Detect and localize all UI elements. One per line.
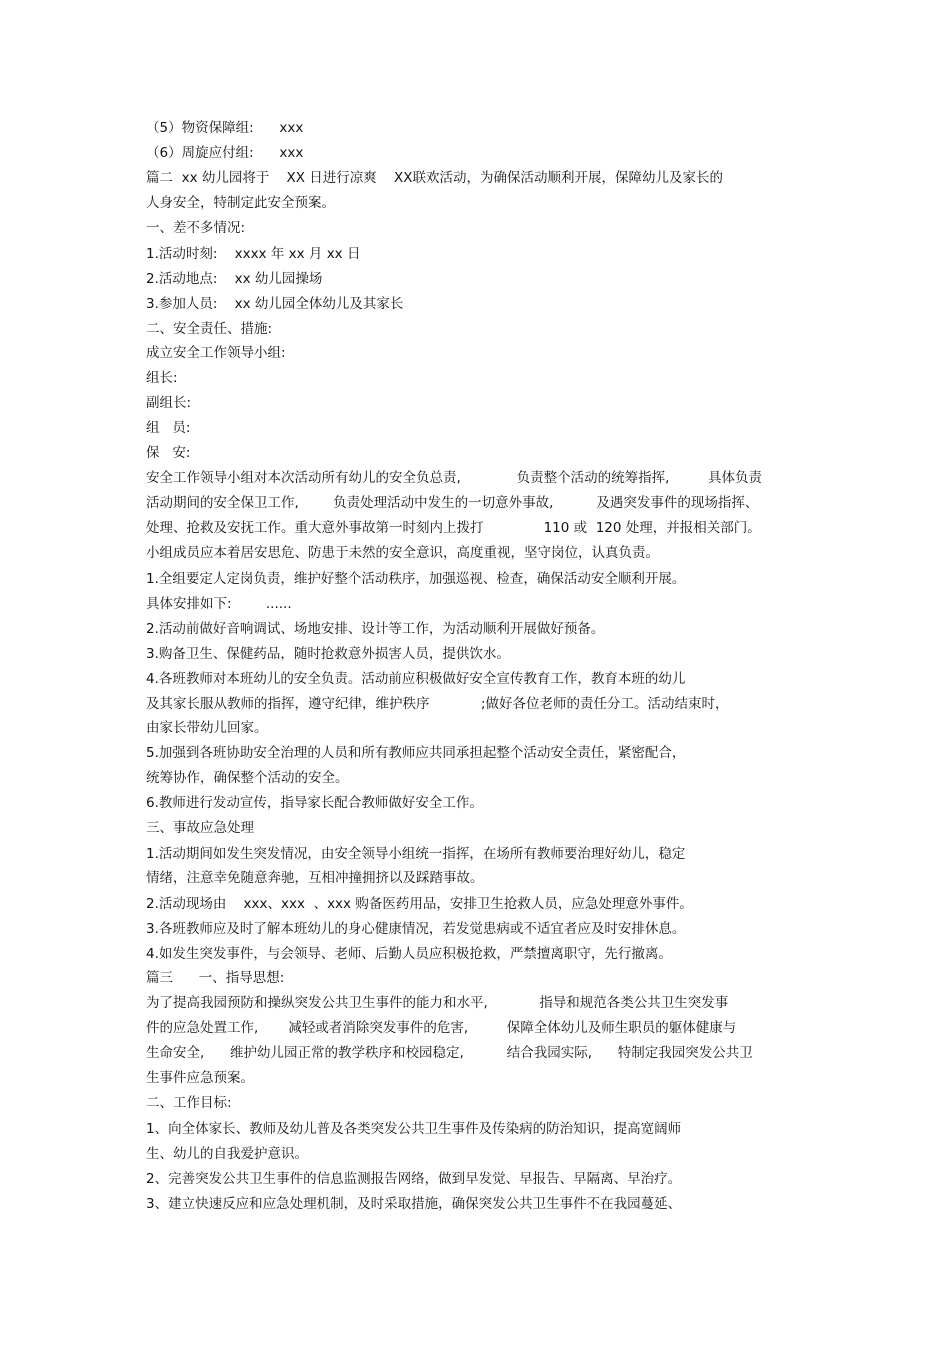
text-line: 情绪，注意幸免随意奔驰，互相冲撞拥挤以及踩踏事故。 (146, 870, 484, 886)
text-line: 6.教师进行发动宣传，指导家长配合教师做好安全工作。 (146, 795, 483, 811)
text-line: 4.如发生突发事件，与会领导、老师、后勤人员应积极抢救，严禁擅离职守，先行撤离。 (146, 946, 672, 962)
text-line: 组 员: (146, 420, 191, 436)
text-line: 及其家长服从教师的指挥，遵守纪律，维护秩序 ;做好各位老师的责任分工。活动结束时， (146, 696, 729, 712)
text-line: 1.活动时刻: xxxx 年 xx 月 xx 日 (146, 246, 361, 262)
text-line: 人身安全，特制定此安全预案。 (146, 195, 335, 211)
text-line: 2.活动前做好音响调试、场地安排、设计等工作，为活动顺利开展做好预备。 (146, 621, 605, 637)
text-line: 活动期间的安全保卫工作, 负责处理活动中发生的一切意外事故, 及遇突发事件的现场指挥、 (146, 495, 759, 511)
text-line: 保 安: (146, 445, 191, 461)
text-line: 生命安全, 维护幼儿园正常的教学秩序和校园稳定, 结合我园实际, 特制定我园突发公共卫 (146, 1045, 753, 1061)
text-line: 处理、抢救及安抚工作。重大意外事故第一时刻内上拨打 110 或 120 处理，并报相关部门。 (146, 520, 761, 536)
text-line: 2.活动地点: xx 幼儿园操场 (146, 271, 323, 287)
text-line: 4.各班教师对本班幼儿的安全负责。活动前应积极做好安全宣传教育工作，教育本班的幼儿 (146, 671, 686, 687)
text-line: 由家长带幼儿回家。 (146, 720, 268, 736)
text-line: 3.参加人员: xx 幼儿园全体幼儿及其家长 (146, 296, 404, 312)
text-line: 2.活动现场由 xxx、xxx 、xxx 购备医药用品，安排卫生抢救人员，应急处理意外事件。 (146, 896, 693, 912)
section-heading: 篇三 一、指导思想: (146, 970, 285, 986)
text-line: 1.活动期间如发生突发情况，由安全领导小组统一指挥，在场所有教师要治理好幼儿，稳定 (146, 846, 686, 862)
section-heading: 一、差不多情况: (146, 220, 246, 236)
text-line: 3.各班教师应及时了解本班幼儿的身心健康情况，若发觉患病或不适宜者应及时安排休息。 (146, 921, 686, 937)
text-line: （6）周旋应付组: xxx (146, 145, 304, 161)
section-heading: 二、工作目标: (146, 1095, 232, 1111)
text-line: 篇二 xx 幼儿园将于 XX 日进行凉爽 XX联欢活动，为确保活动顺利开展，保障幼儿及家长的 (146, 170, 723, 186)
text-line: 生、幼儿的自我爱护意识。 (146, 1146, 308, 1162)
text-line: 组长: (146, 370, 178, 386)
text-line: 1、向全体家长、教师及幼儿普及各类突发公共卫生事件及传染病的防治知识，提高宽阔师 (146, 1121, 682, 1137)
text-line: 统筹协作，确保整个活动的安全。 (146, 770, 349, 786)
text-line: 副组长: (146, 395, 192, 411)
text-line: 1.全组要定人定岗负责，维护好整个活动秩序，加强巡视、检查，确保活动安全顺利开展。 (146, 571, 686, 587)
text-line: 2、完善突发公共卫生事件的信息监测报告网络，做到早发觉、早报告、早隔离、早治疗。 (146, 1171, 682, 1187)
text-line: 生事件应急预案。 (146, 1070, 254, 1086)
text-line: 为了提高我园预防和操纵突发公共卫生事件的能力和水平, 指导和规范各类公共卫生突发事 (146, 995, 729, 1011)
text-line: 具体安排如下: ...... (146, 596, 292, 612)
text-line: 件的应急处置工作, 减轻或者消除突发事件的危害, 保障全体幼儿及师生职员的躯体健康与 (146, 1020, 737, 1036)
text-line: （5）物资保障组: xxx (146, 120, 304, 136)
text-line: 安全工作领导小组对本次活动所有幼儿的安全负总责, 负责整个活动的统筹指挥, 具体负责 (146, 470, 762, 486)
text-line: 小组成员应本着居安思危、防患于未然的安全意识，高度重视，坚守岗位，认真负责。 (146, 545, 659, 561)
text-line: 成立安全工作领导小组: (146, 345, 286, 361)
section-heading: 三、事故应急处理 (146, 820, 254, 836)
text-line: 3.购备卫生、保健药品，随时抢救意外损害人员，提供饮水。 (146, 646, 510, 662)
text-line: 5.加强到各班协助安全治理的人员和所有教师应共同承担起整个活动安全责任，紧密配合， (146, 745, 686, 761)
text-line: 3、建立快速反应和应急处理机制，及时采取措施，确保突发公共卫生事件不在我园蔓延、 (146, 1196, 682, 1212)
section-heading: 二、安全责任、措施: (146, 321, 273, 337)
